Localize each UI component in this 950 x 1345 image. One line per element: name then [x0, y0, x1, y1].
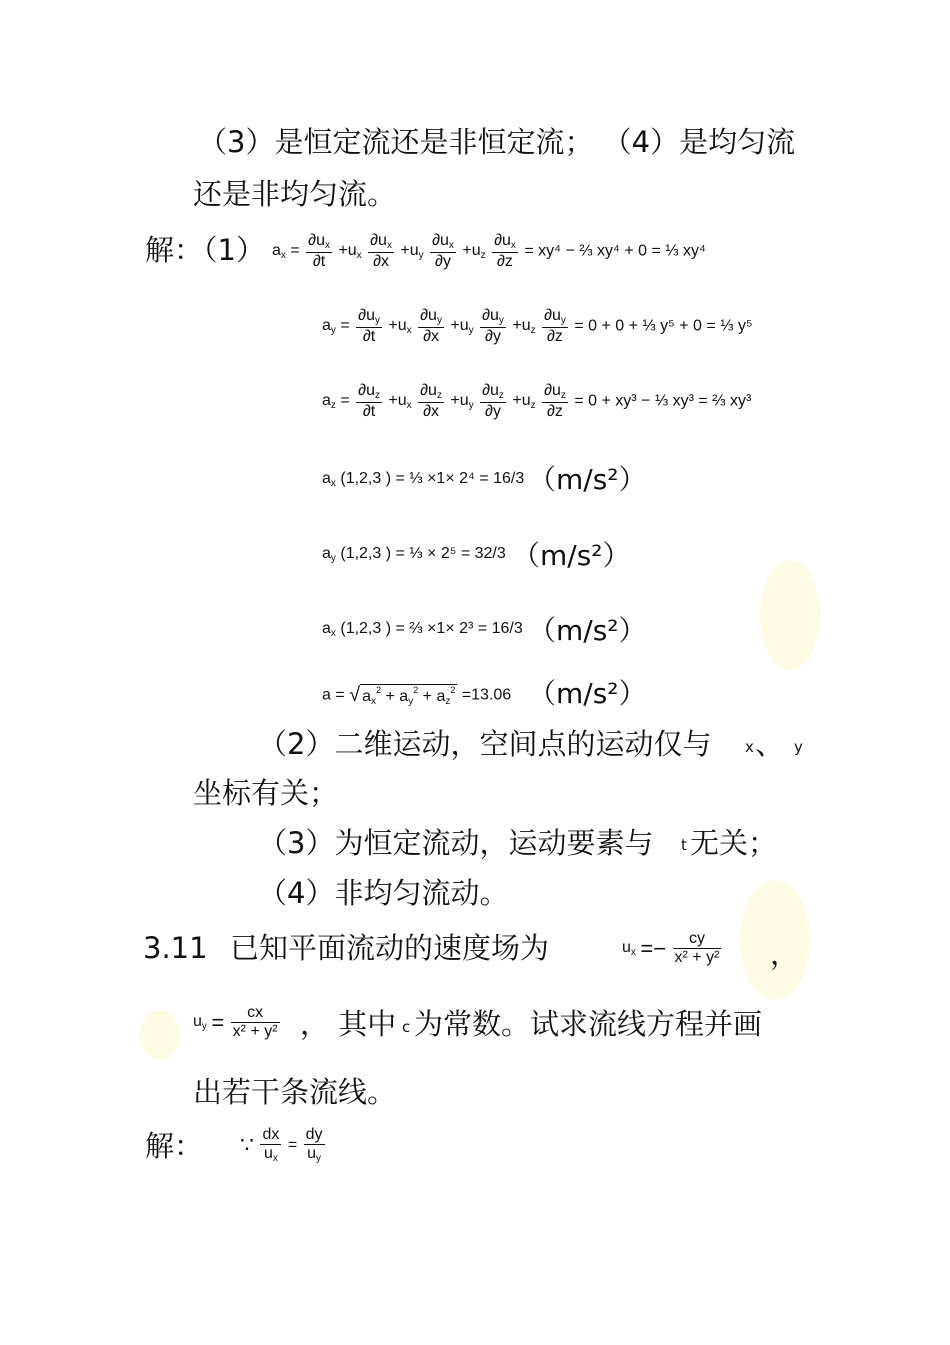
- point-ay: (1,2,3 ): [340, 545, 392, 562]
- result-ax: $a_x$ (1,2,3 ) = ⅓ ×1× 2⁴ = 16/3: [322, 470, 525, 489]
- unit-ay: （m/s²）: [512, 539, 631, 572]
- ax-rhs: = xy⁴ − ⅔ xy⁴ + 0 = ⅓ xy⁴: [524, 242, 706, 260]
- watermark-blob: [760, 560, 820, 670]
- equation-az: $a_z$ = $\frac{\partial u_z}{\partial t}$ $+u_x$ $\frac{\partial u_z}{\partial x}$ $+u_y$ $\frac{\partial u_z}{\partial y}$ $+u_z$ $\frac{\partial u_z}{\partial z}$ = 0 + xy³ − ⅓ xy³ = ⅔ xy³: [322, 382, 752, 420]
- because-symbol: ∵: [240, 1132, 254, 1158]
- unit-ax: （m/s²）: [528, 463, 647, 496]
- equation-ux: $u_x$ =− $\frac{cy}{\text{x² + y²}}$: [622, 930, 720, 967]
- problem-text-2a: ， 其中: [300, 1007, 397, 1041]
- problem-number: 3.11: [143, 931, 208, 965]
- problem-text-3: 出若干条流线。: [193, 1075, 397, 1109]
- equation-ax: $a_x$ = $\frac{\partial u_x}{\partial t}$ $+u_x$ $\frac{\partial u_x}{\partial x}$ $+u_y$ $\frac{\partial u_x}{\partial y}$ $+u_z$ $\frac{\partial u_x}{\partial z}$ = xy⁴ − ⅔ xy⁴ + 0 = ⅓ xy⁴: [272, 232, 706, 270]
- point-ax: (1,2,3 ): [340, 470, 392, 487]
- question-line-1: （3）是恒定流还是非恒定流； （4）是均匀流: [198, 125, 796, 159]
- comma: ，: [770, 937, 800, 971]
- problem-text-1: 已知平面流动的速度场为: [230, 931, 550, 965]
- part3-text-cont: 无关；: [690, 826, 778, 860]
- solution-label: 解：（1）: [145, 233, 265, 267]
- ay-value: = ⅓ × 2⁵ = 32/3: [395, 545, 506, 562]
- equation-ay: $a_y$ = $\frac{\partial u_y}{\partial t}$ $+u_x$ $\frac{\partial u_y}{\partial x}$ $+u_y$ $\frac{\partial u_y}{\partial y}$ $+u_z$ $\frac{\partial u_y}{\partial z}$ = 0 + 0 + ⅓ y⁵ + 0 = ⅓ y⁵: [322, 307, 753, 345]
- streamline-equation: ∵ $\frac{dx}{u_x}$ = $\frac{dy}{u_y}$: [240, 1126, 323, 1165]
- part2-y: y: [794, 738, 803, 756]
- part2-text: （2）二维运动，空间点的运动仅与: [258, 727, 712, 761]
- part2-text-cont: 坐标有关；: [193, 776, 339, 810]
- solution2-label: 解：: [145, 1129, 204, 1163]
- part2-x: x: [745, 738, 754, 756]
- ax-value: = ⅓ ×1× 2⁴ = 16/3: [395, 470, 525, 487]
- az-value: = ⅔ ×1× 2³ = 16/3: [395, 620, 523, 637]
- result-az: $a_x$ (1,2,3 ) = ⅔ ×1× 2³ = 16/3: [322, 620, 523, 639]
- part3-text: （3）为恒定流动，运动要素与: [258, 826, 654, 860]
- uy-numerator: cx: [231, 1004, 280, 1023]
- problem-text-2b: 为常数。试求流线方程并画: [414, 1007, 763, 1041]
- part3-t: t: [681, 836, 687, 854]
- ux-numerator: cy: [673, 930, 722, 949]
- constant-c: c: [402, 1018, 411, 1036]
- az-rhs: = 0 + xy³ − ⅓ xy³ = ⅔ xy³: [574, 392, 752, 410]
- a-value: =13.06: [461, 686, 512, 704]
- result-a: a = √ $a_x^2 + a_y^2 + a_z^2 =13.06$: [322, 684, 512, 707]
- uy-denominator: x² + y²: [232, 1023, 278, 1041]
- equation-uy: $u_y$ = $\frac{cx}{\text{x² + y²}}$: [193, 1004, 278, 1041]
- watermark-blob: [140, 1010, 180, 1060]
- question-line-2: 还是非均匀流。: [193, 177, 397, 211]
- part4-text: （4）非均匀流动。: [258, 876, 509, 910]
- part2-sep: 、: [755, 727, 785, 761]
- ay-rhs: = 0 + 0 + ⅓ y⁵ + 0 = ⅓ y⁵: [574, 317, 753, 335]
- unit-az: （m/s²）: [528, 614, 647, 647]
- unit-a: （m/s²）: [528, 677, 647, 710]
- point-az: (1,2,3 ): [340, 620, 392, 637]
- result-ay: $a_y$ (1,2,3 ) = ⅓ × 2⁵ = 32/3: [322, 545, 506, 564]
- ux-denominator: x² + y²: [674, 949, 720, 967]
